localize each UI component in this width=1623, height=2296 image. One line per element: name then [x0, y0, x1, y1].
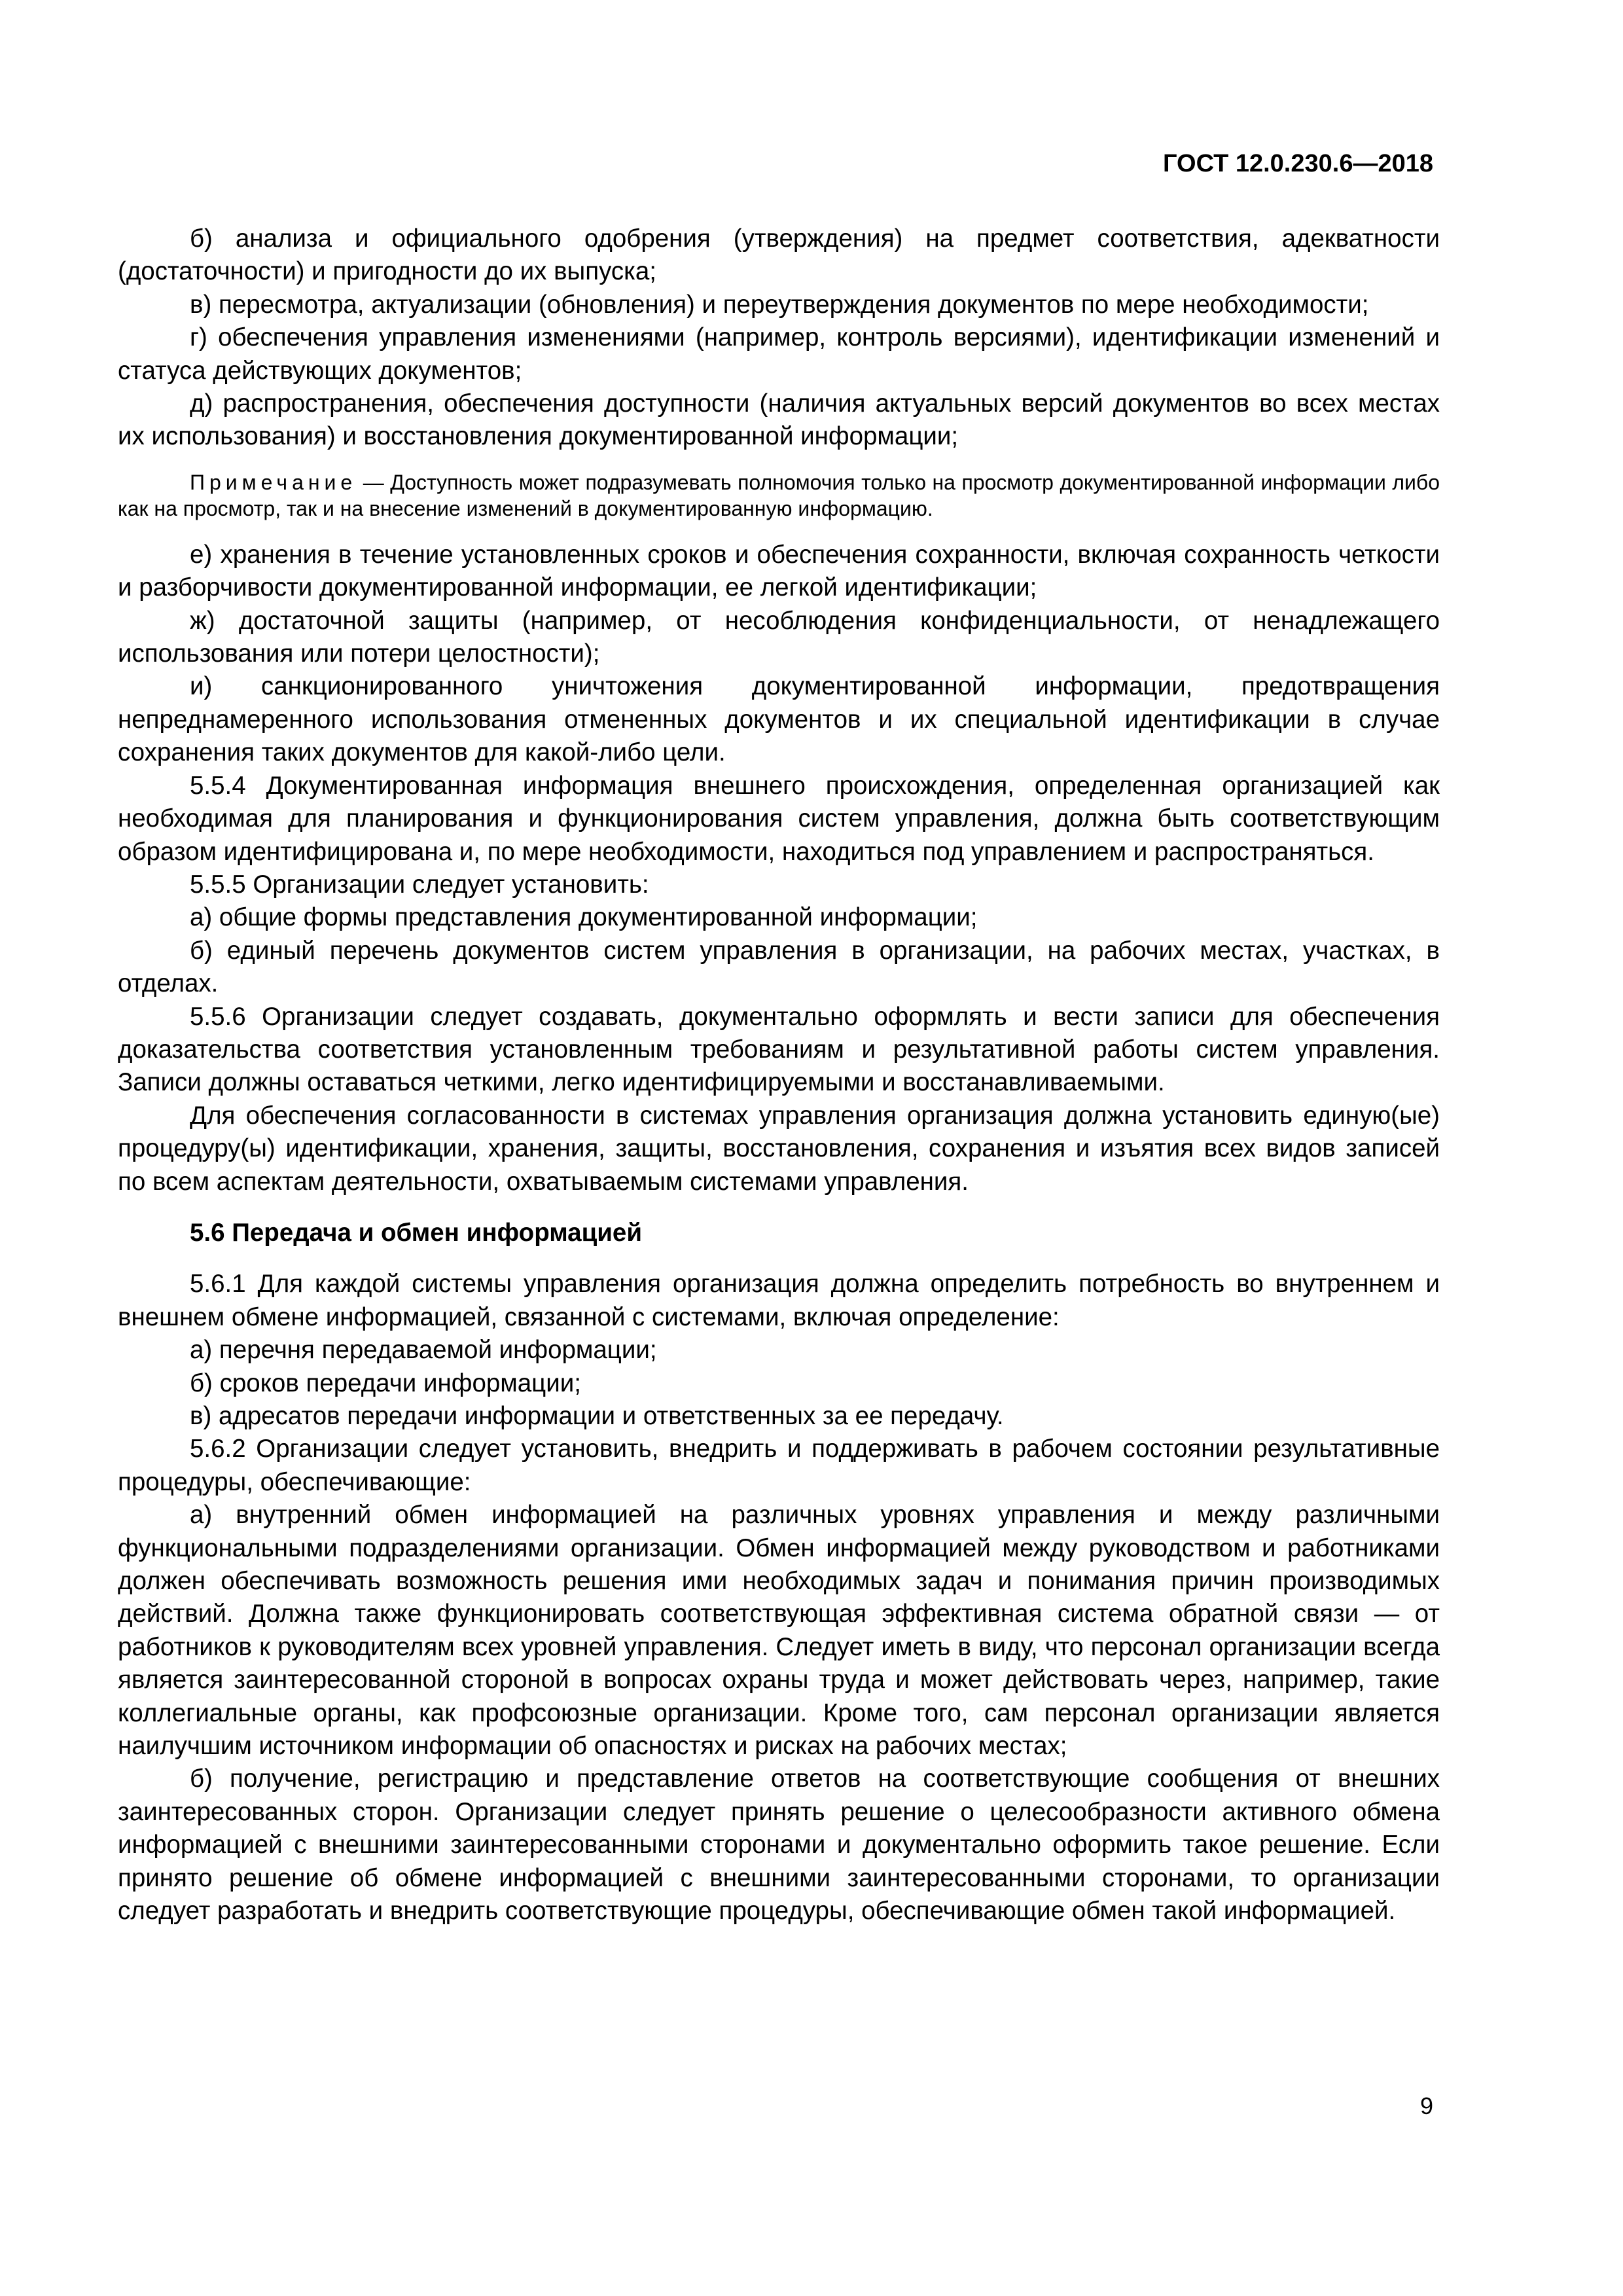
document-body: [118, 223, 1440, 1928]
clause-5-5-5-item-b: б) единый перечень документов систем управления в организации, на рабочих местах, участках, в отделах.: [118, 936, 1440, 998]
list-item-b-analysis: б) анализа и официального одобрения (утверждения) на предмет соответствия, адекватности (достаточности) и пригодности до их выпуска;: [118, 224, 1440, 286]
clause-5-6-1-item-v: в) адресатов передачи информации и ответственных за ее передачу.: [190, 1402, 1004, 1430]
note-label: Примечание: [190, 470, 357, 494]
note: [118, 469, 1440, 522]
clause-5-5-5: 5.5.5 Организации следует установить:: [190, 870, 649, 899]
clause-5-5-6-consistency: Для обеспечения согласованности в системах управления организация должна установить единую(ые) процедуру(ы) идентификации, хранения, защиты, восстановления, сохранения и изъятия всех видов записей по всем аспектам деятельности, охватываемым системами управления.: [118, 1101, 1440, 1196]
list-item-d-distribution: д) распространения, обеспечения доступности (наличия актуальных версий документов во всех местах их использования) и восстановления документированной информации;: [118, 389, 1440, 451]
list-item-e-storage: е) хранения в течение установленных сроков и обеспечения сохранности, включая сохранность четкости и разборчивости документированной информации, ее легкой идентификации;: [118, 540, 1440, 602]
list-item-i-destruction: и) санкционированного уничтожения документированной информации, предотвращения непреднамеренного использования отмененных документов и их специальной идентификации в случае сохранения таких документов для какой-либо цели.: [118, 672, 1440, 767]
note-text: — Доступность может подразумевать полномочия только на просмотр документированной информации либо как на просмотр, так и на внесение изменений в документированную информацию.: [118, 470, 1440, 520]
clause-5-6-2-item-b: б) получение, регистрацию и представление ответов на соответствующие сообщения от внешних заинтересованных сторон. Организации следует принять решение о целесообразности активного обмена информацией с внешними заинтересованными сторонами и документально оформить такое решение. Если принято решение об обмене информацией с внешними заинтересованными сторонами, то организации следует разработать и внедрить соответствующие процедуры, обеспечивающие обмен такой информацией.: [118, 1765, 1440, 1926]
clause-5-6-1-item-a: а) перечня передаваемой информации;: [190, 1336, 657, 1365]
list-item-g-changes: г) обеспечения управления изменениями (например, контроль версиями), идентификации изменений и статуса действующих документов;: [118, 323, 1440, 385]
document-code: ГОСТ 12.0.230.6—2018: [1162, 150, 1433, 177]
clause-5-6-2-item-a: а) внутренний обмен информацией на различных уровнях управления и между различными функциональными подразделениями организации. Обмен информацией между руководством и работниками должен обеспечивать возможность решения ими необходимых задач и понимания причин производимых действий. Должна также функционировать соответствующая эффективная система обратной связи — от работников к руководителям всех уровней управления. Следует иметь в виду, что персонал организации всегда является заинтересованной стороной в вопросах охраны труда и может действовать через, например, такие коллегиальные органы, как профсоюзные организации. Кроме того, сам персонал организации является наилучшим источником информации об опасностях и рисках на рабочих местах;: [118, 1501, 1440, 1761]
clause-5-6-2: 5.6.2 Организации следует установить, внедрить и поддерживать в рабочем состоянии результативные процедуры, обеспечивающие:: [118, 1435, 1440, 1496]
clause-5-6-1: 5.6.1 Для каждой системы управления организация должна определить потребность во внутреннем и внешнем обмене информацией, связанной с системами, включая определение:: [118, 1270, 1440, 1331]
clause-5-5-4: 5.5.4 Документированная информация внешнего происхождения, определенная организацией как необходимая для планирования и функционирования систем управления, должна быть соответствующим образом идентифицирована и, по мере необходимости, находиться под управлением и распространяться.: [118, 771, 1440, 866]
clause-5-5-6: 5.5.6 Организации следует создавать, документально оформлять и вести записи для обеспечения доказательства соответствия установленным требованиям и результативной работы систем управления. Записи должны оставаться четкими, легко идентифицируемыми и восстанавливаемыми.: [118, 1002, 1440, 1097]
list-item-zh-protection: ж) достаточной защиты (например, от несоблюдения конфиденциальности, от ненадлежащего использования или потери целостности);: [118, 606, 1440, 668]
clause-5-5-5-item-a: а) общие формы представления документированной информации;: [190, 903, 978, 932]
list-item-v-revision: в) пересмотра, актуализации (обновления) и переутверждения документов по мере необходимости;: [190, 290, 1369, 319]
page-number: 9: [1419, 2092, 1433, 2119]
section-heading-5-6: 5.6 Передача и обмен информацией: [190, 1218, 643, 1247]
clause-5-6-1-item-b: б) сроков передачи информации;: [190, 1369, 581, 1397]
